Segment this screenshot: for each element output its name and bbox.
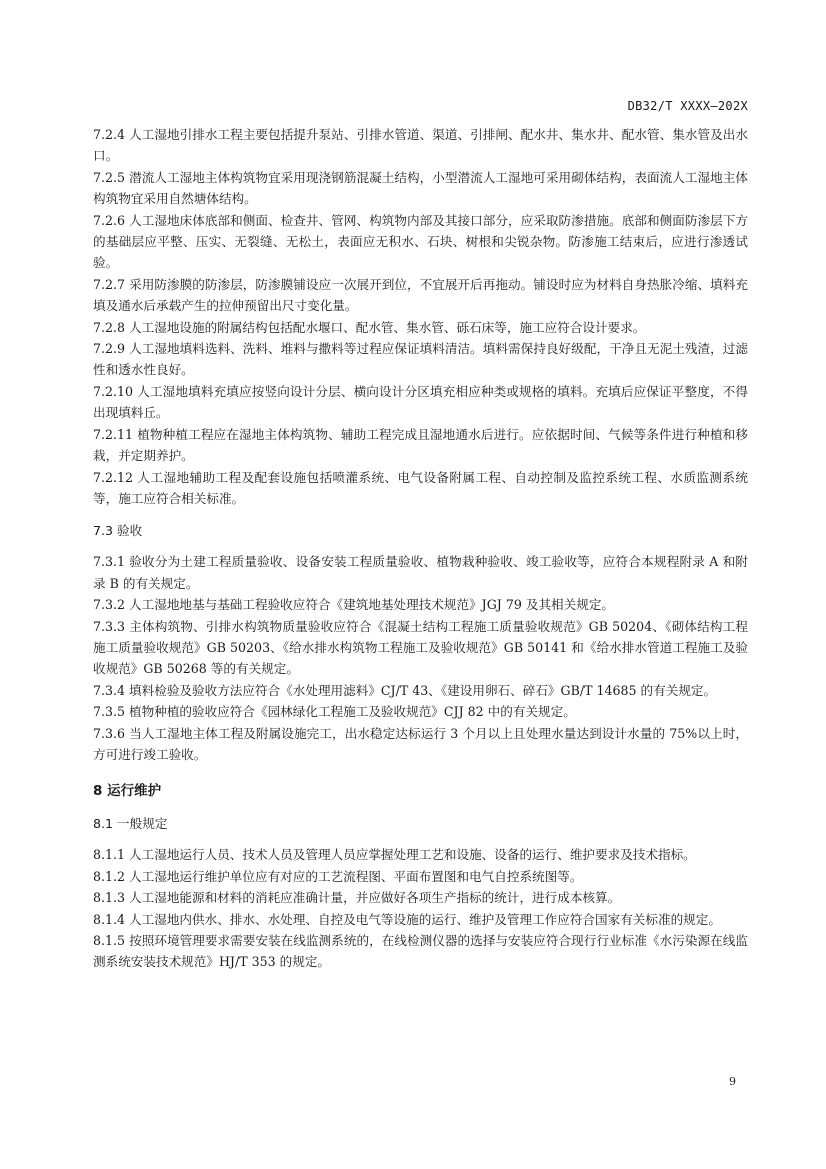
clause-7-2-9: 7.2.9 人工湿地填料选料、洗料、堆料与撒料等过程应保证填料清洁。填料需保持良好级配，干净且无泥土残渣，过滤性和透水性良好。 [93,341,748,378]
page-number: 9 [729,1075,736,1088]
clause-7-2-4: 7.2.4 人工湿地引排水工程主要包括提升泵站、引排水管道、渠道、引排闸、配水井、集水井、配水管、集水管及出水口。 [93,127,748,164]
document-body [93,124,748,973]
clause-7-2-8: 7.2.8 人工湿地设施的附属结构包括配水堰口、配水管、集水管、砾石床等，施工应符合设计要求。 [93,319,646,335]
clause-7-3-1: 7.3.1 验收分为土建工程质量验收、设备安装工程质量验收、植物栽种验收、竣工验收等，应符合本规程附录 A 和附录 B 的有关规定。 [93,554,748,591]
section-heading-8-1: 8.1 一般规定 [93,816,168,832]
clause-7-2-5: 7.2.5 潜流人工湿地主体构筑物宜采用现浇钢筋混凝土结构，小型潜流人工湿地可采用砌体结构，表面流人工湿地主体构筑物宜采用自然塘体结构。 [93,169,748,207]
chapter-heading-8: 8 运行维护 [93,783,162,800]
clause-8-1-1: 8.1.1 人工湿地运行人员、技术人员及管理人员应掌握处理工艺和设施、设备的运行、维护要求及技术指标。 [93,847,696,863]
clause-7-2-11: 7.2.11 植物种植工程应在湿地主体构筑物、辅助工程完成且湿地通水后进行。应依据时间、气候等条件进行种植和移栽，并定期养护。 [93,426,748,464]
clause-8-1-4: 8.1.4 人工湿地内供水、排水、水处理、自控及电气等设施的运行、维护及管理工作应符合国家有关标准的规定。 [93,911,721,927]
clause-7-3-6: 7.3.6 当人工湿地主体工程及附属设施完工，出水稳定达标运行 3 个月以上且处理水量达到设计水量的 75%以上时，方可进行竣工验收。 [93,725,748,762]
clause-7-3-4: 7.3.4 填料检验及验收方法应符合《水处理用滤料》CJ/T 43、《建设用卵石、碎石》GB/T 14685 的有关规定。 [93,682,717,698]
clause-7-2-12: 7.2.12 人工湿地辅助工程及配套设施包括喷灌系统、电气设备附属工程、自动控制及监控系统工程、水质监测系统等，施工应符合相关标准。 [93,469,748,506]
clause-8-1-3: 8.1.3 人工湿地能源和材料的消耗应准确计量，并应做好各项生产指标的统计，进行成本核算。 [93,890,621,906]
clause-7-3-2: 7.3.2 人工湿地地基与基础工程验收应符合《建筑地基处理技术规范》JGJ 79 及其相关规定。 [93,597,615,613]
clause-8-1-5: 8.1.5 按照环境管理要求需要安装在线监测系统的，在线检测仪器的选择与安装应符合现行行业标准《水污染源在线监测系统安装技术规范》HJ/T 353 的规定。 [93,933,748,970]
clause-7-2-6: 7.2.6 人工湿地床体底部和侧面、检查井、管网、构筑物内部及其接口部分，应采取防渗措施。底部和侧面防渗层下方的基础层应平整、压实、无裂缝、无松土，表面应无积水、石块、树根和尖锐杂物。防渗施工结束后，应进行渗透试验。 [93,212,748,271]
section-heading-7-3: 7.3 验收 [93,523,143,539]
clause-7-3-5: 7.3.5 植物种植的验收应符合《园林绿化工程施工及验收规范》CJJ 82 中的有关规定。 [93,704,576,720]
clause-7-3-3: 7.3.3 主体构筑物、引排水构筑物质量验收应符合《混凝土结构工程施工质量验收规范》GB 50204、《砌体结构工程施工质量验收规范》GB 50203、《给水排水构筑物工程施工及验收规范》GB 50141 和《给水排水管道工程施工及验收规范》GB 50268 等的有关规定。 [93,618,748,677]
clause-7-2-10: 7.2.10 人工湿地填料充填应按竖向设计分层、横向设计分区填充相应种类或规格的填料。充填后应保证平整度，不得出现填料丘。 [93,383,748,421]
document-code: DB32/T XXXX—202X [627,99,748,113]
clause-7-2-7: 7.2.7 采用防渗膜的防渗层，防渗膜铺设应一次展开到位，不宜展开后再拖动。铺设时应为材料自身热胀冷缩、填料充填及通水后承载产生的拉伸预留出尺寸变化量。 [93,276,748,314]
clause-8-1-2: 8.1.2 人工湿地运行维护单位应有对应的工艺流程图、平面布置图和电气自控系统图等。 [93,868,583,884]
